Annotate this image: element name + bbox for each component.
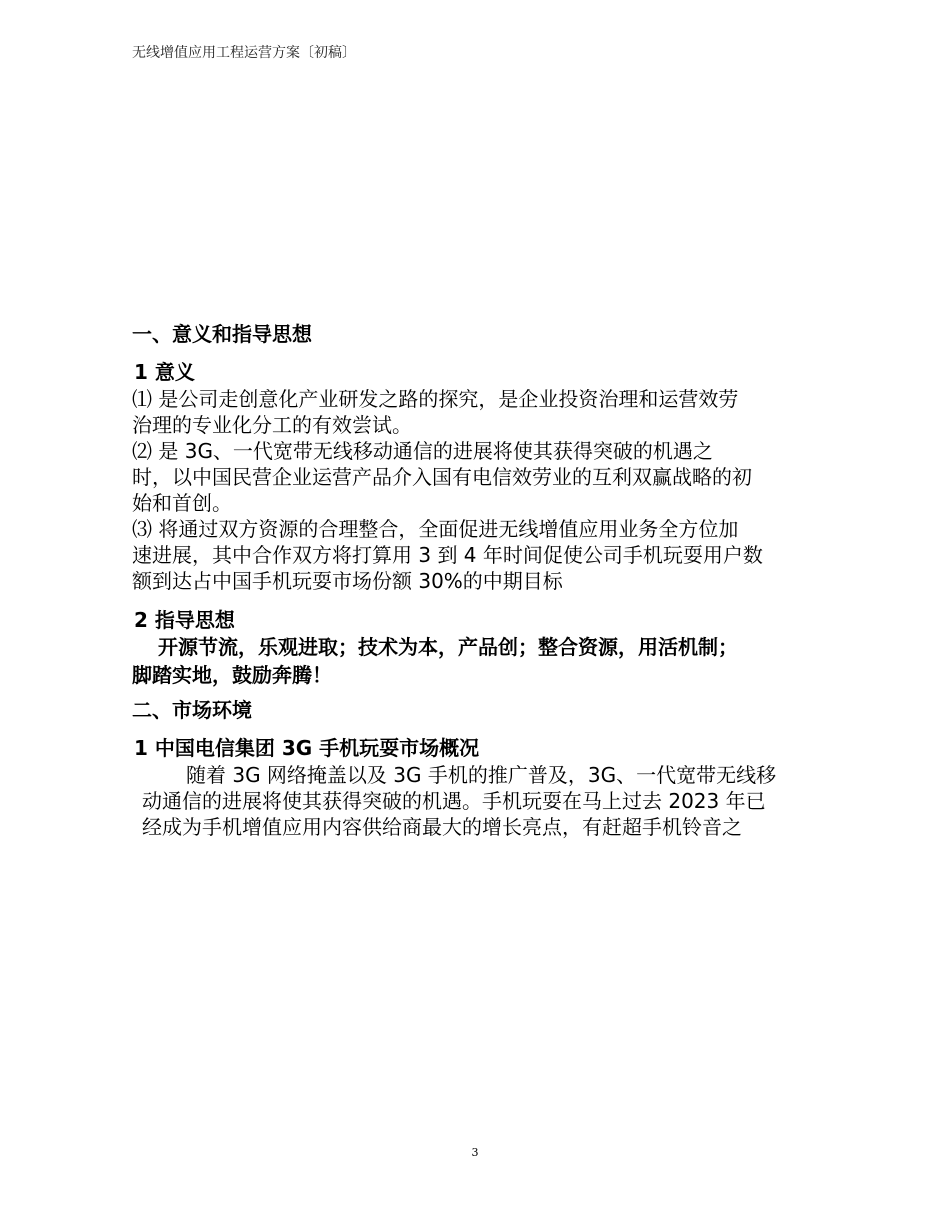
market-paragraph bbox=[142, 762, 776, 840]
paragraph-2-line: ⑵ 是 3G、一代宽带无线移动通信的进展将使其获得突破的机遇之 bbox=[132, 439, 713, 463]
paragraph-3-line: 额到达占中国手机玩耍市场份额 30%的中期目标 bbox=[132, 569, 563, 593]
paragraph-2-line: 始和首创。 bbox=[132, 491, 232, 515]
paragraph-3-line: 速进展，其中合作双方将打算用 3 到 4 年时间促使公司手机玩耍用户数 bbox=[132, 543, 763, 567]
page-number: 3 bbox=[471, 1146, 479, 1159]
guiding-principles-line: 开源节流，乐观进取；技术为本，产品创；整合资源，用活机制； bbox=[158, 635, 738, 659]
paragraph-3-line: ⑶ 将通过双方资源的合理整合，全面促进无线增值应用业务全方位加 bbox=[132, 517, 739, 541]
subsection-2-1-heading: 1 中国电信集团 3G 手机玩耍市场概况 bbox=[134, 736, 480, 760]
market-paragraph-line: 经成为手机增值应用内容供给商最大的增长亮点，有赶超手机铃音之 bbox=[142, 815, 742, 839]
subsection-1-1-heading: 1 意义 bbox=[134, 360, 195, 384]
section-1-heading: 一、意义和指导思想 bbox=[132, 322, 312, 346]
section-2-heading: 二、市场环境 bbox=[132, 698, 252, 722]
guiding-principles bbox=[132, 633, 738, 689]
market-paragraph-line: 动通信的进展将使其获得突破的机遇。手机玩耍在马上过去 2023 年已 bbox=[142, 789, 766, 813]
paragraph-1 bbox=[132, 386, 738, 438]
guiding-principles-line: 脚踏实地，鼓励奔腾！ bbox=[132, 663, 332, 687]
paragraph-1-line: ⑴ 是公司走创意化产业研发之路的探究，是企业投资治理和运营效劳 bbox=[132, 387, 739, 411]
document-header: 无线增值应用工程运营方案〔初稿〕 bbox=[132, 45, 356, 61]
market-paragraph-line: 随着 3G 网络掩盖以及 3G 手机的推广普及，3G、一代宽带无线移 bbox=[186, 763, 777, 787]
subsection-1-2-heading: 2 指导思想 bbox=[134, 608, 235, 632]
paragraph-2 bbox=[132, 438, 752, 516]
paragraph-2-line: 时，以中国民营企业运营产品介入国有电信效劳业的互利双赢战略的初 bbox=[132, 465, 752, 489]
paragraph-1-line: 治理的专业化分工的有效尝试。 bbox=[132, 413, 412, 437]
paragraph-3 bbox=[132, 516, 763, 594]
